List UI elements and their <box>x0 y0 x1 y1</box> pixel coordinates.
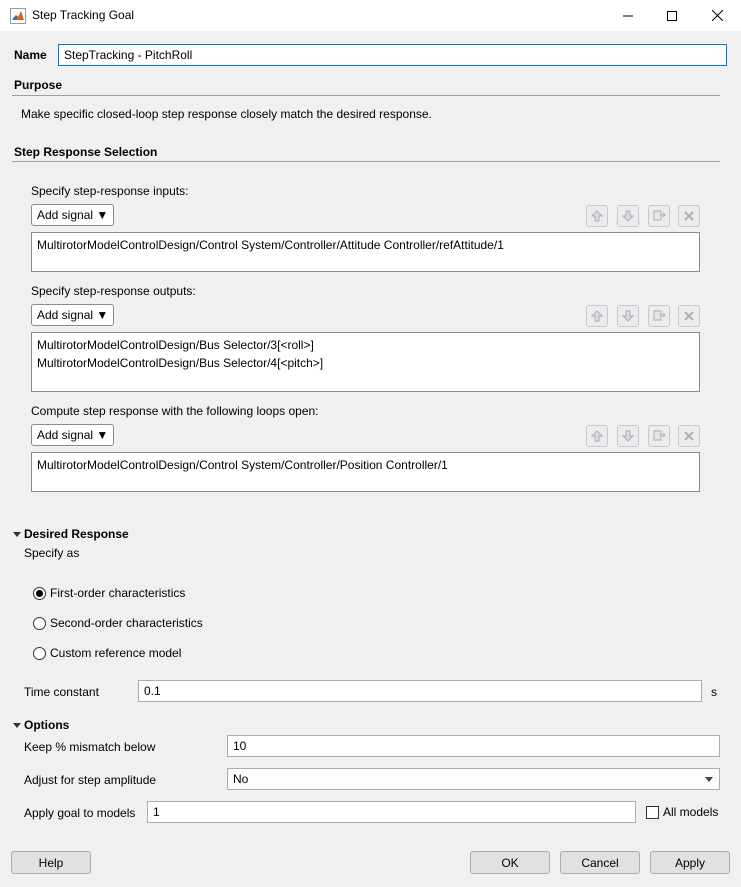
window-title: Step Tracking Goal <box>32 8 135 22</box>
purpose-separator <box>12 95 720 96</box>
selection-header: Step Response Selection <box>14 145 158 159</box>
mismatch-field[interactable]: 10 <box>227 735 720 757</box>
maximize-button[interactable] <box>649 0 695 31</box>
inputs-highlight-icon[interactable] <box>648 205 670 227</box>
help-button[interactable]: Help <box>11 851 91 874</box>
radio-button[interactable] <box>33 647 46 660</box>
radio-second-order-label: Second-order characteristics <box>50 616 203 630</box>
loops-move-up-icon[interactable] <box>586 425 608 447</box>
inputs-label: Specify step-response inputs: <box>31 184 189 198</box>
outputs-highlight-icon[interactable] <box>648 305 670 327</box>
inputs-move-down-icon[interactable] <box>617 205 639 227</box>
time-unit-label: s <box>711 685 717 699</box>
selection-separator <box>12 161 720 162</box>
radio-button[interactable] <box>33 587 46 600</box>
collapse-arrow-icon <box>13 532 21 537</box>
adjust-amplitude-label: Adjust for step amplitude <box>24 773 157 787</box>
inputs-list[interactable] <box>31 232 700 272</box>
inputs-delete-icon[interactable] <box>678 205 700 227</box>
collapse-arrow-icon <box>13 723 21 728</box>
time-constant-field[interactable]: 0.1 <box>138 680 702 702</box>
radio-custom-model-label: Custom reference model <box>50 646 182 660</box>
options-header: Options <box>24 718 70 732</box>
time-constant-label: Time constant <box>24 685 99 699</box>
minimize-button[interactable] <box>605 0 651 31</box>
cancel-button[interactable]: Cancel <box>560 851 640 874</box>
all-models-checkbox[interactable] <box>646 805 718 819</box>
loops-move-down-icon[interactable] <box>617 425 639 447</box>
radio-first-order-label: First-order characteristics <box>50 586 186 600</box>
matlab-logo-icon <box>10 8 26 24</box>
inputs-list-item[interactable]: MultirotorModelControlDesign/Control System/Controller/Attitude Controller/refAttitude/1 <box>37 238 504 252</box>
outputs-add-signal-button[interactable]: Add signal ▼ <box>31 304 114 326</box>
loops-highlight-icon[interactable] <box>648 425 670 447</box>
models-field[interactable]: 1 <box>147 801 636 823</box>
loops-delete-icon[interactable] <box>678 425 700 447</box>
options-toggle[interactable] <box>13 718 69 732</box>
purpose-header: Purpose <box>14 78 63 92</box>
name-label: Name <box>14 48 47 62</box>
outputs-list-item[interactable]: MultirotorModelControlDesign/Bus Selector/3[<roll>] <box>37 338 314 352</box>
purpose-text: Make specific closed-loop step response closely match the desired response. <box>21 107 432 121</box>
ok-button[interactable]: OK <box>470 851 550 874</box>
loops-add-signal-button[interactable]: Add signal ▼ <box>31 424 114 446</box>
adjust-amplitude-select[interactable] <box>227 768 720 790</box>
models-label: Apply goal to models <box>24 806 136 820</box>
radio-custom-model[interactable] <box>33 646 181 660</box>
loops-list[interactable] <box>31 452 700 492</box>
loops-label: Compute step response with the following loops open: <box>31 404 319 418</box>
checkbox-box[interactable] <box>646 806 659 819</box>
outputs-list[interactable] <box>31 332 700 392</box>
radio-first-order[interactable] <box>33 586 185 600</box>
apply-button[interactable]: Apply <box>650 851 730 874</box>
name-field[interactable]: StepTracking - PitchRoll <box>58 44 727 66</box>
specify-as-label: Specify as <box>24 546 80 560</box>
all-models-label: All models <box>663 805 719 819</box>
desired-response-toggle[interactable] <box>13 527 129 541</box>
inputs-move-up-icon[interactable] <box>586 205 608 227</box>
outputs-delete-icon[interactable] <box>678 305 700 327</box>
outputs-move-down-icon[interactable] <box>617 305 639 327</box>
loops-list-item[interactable]: MultirotorModelControlDesign/Control System/Controller/Position Controller/1 <box>37 458 448 472</box>
chevron-down-icon <box>705 777 713 782</box>
close-button[interactable] <box>694 0 740 31</box>
radio-selected-dot <box>36 590 43 597</box>
outputs-move-up-icon[interactable] <box>586 305 608 327</box>
inputs-add-signal-button[interactable]: Add signal ▼ <box>31 204 114 226</box>
radio-second-order[interactable] <box>33 616 203 630</box>
adjust-amplitude-value: No <box>233 772 249 786</box>
desired-response-header: Desired Response <box>24 527 129 541</box>
outputs-label: Specify step-response outputs: <box>31 284 196 298</box>
radio-button[interactable] <box>33 617 46 630</box>
mismatch-label: Keep % mismatch below <box>24 740 156 754</box>
outputs-list-item[interactable]: MultirotorModelControlDesign/Bus Selector/4[<pitch>] <box>37 356 324 370</box>
